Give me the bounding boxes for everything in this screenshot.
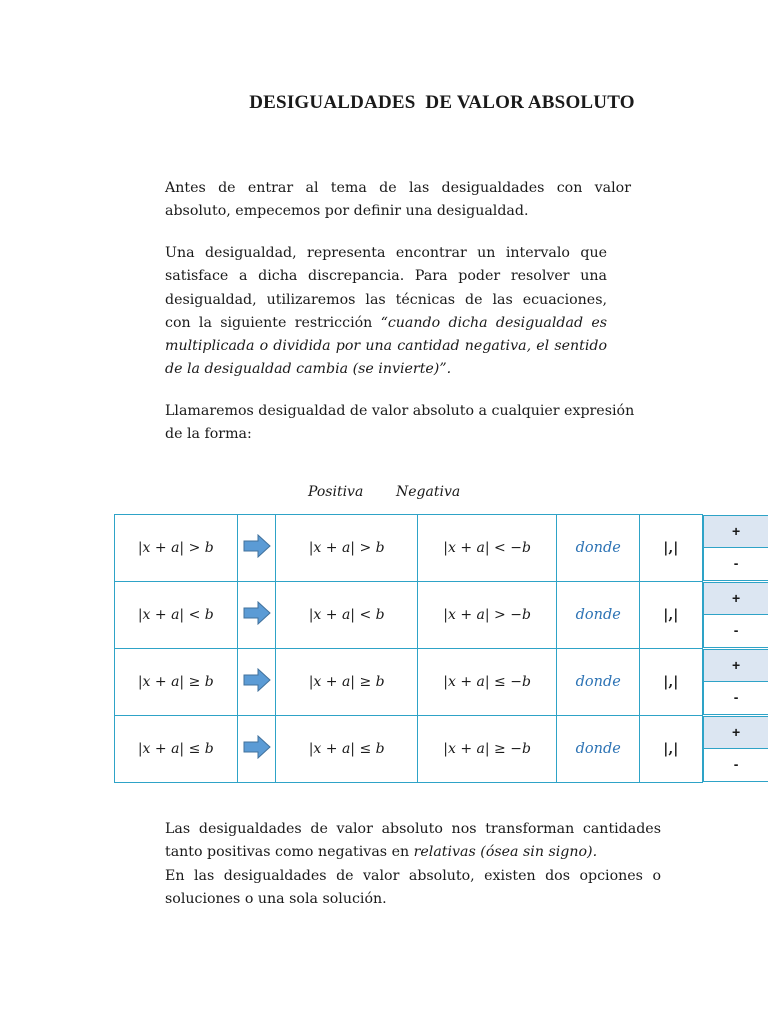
plus-sign: + xyxy=(703,716,768,749)
inequality-row xyxy=(115,716,768,783)
paragraph-line: desigualdad, utilizaremos las técnicas de las ecuaciones, xyxy=(165,291,607,308)
absolute-bars-cell xyxy=(640,515,703,582)
inequality-row xyxy=(115,515,768,582)
closing-paragraph xyxy=(165,818,661,911)
positive-case-cell xyxy=(276,649,417,716)
donde-label: donde xyxy=(575,540,621,556)
original-inequality-cell xyxy=(115,582,238,649)
plus-sign: + xyxy=(703,515,768,548)
paragraph-line: Antes de entrar al tema de las desigualdades con valor xyxy=(165,180,631,196)
paragraph-line xyxy=(165,312,607,335)
positive-case: |x + a| > b xyxy=(308,540,385,556)
minus-sign: - xyxy=(703,749,768,782)
absolute-bars: |,| xyxy=(663,540,679,556)
page-title: DESIGUALDADES DE VALOR ABSOLUTO xyxy=(249,92,635,113)
intro-paragraph xyxy=(165,177,631,224)
donde-label-cell xyxy=(557,649,640,716)
negative-case-cell xyxy=(417,582,557,649)
relative-italic: relativas (ósea sin signo). xyxy=(413,844,598,861)
absolute-bars: |,| xyxy=(663,741,679,757)
donde-label-cell xyxy=(557,582,640,649)
absolute-bars-cell xyxy=(640,649,703,716)
paragraph-line: de la forma: xyxy=(165,426,252,443)
negative-case: |x + a| ≥ −b xyxy=(443,741,531,757)
minus-sign: - xyxy=(703,615,768,648)
absolute-bars-cell xyxy=(640,582,703,649)
absolute-bars: |,| xyxy=(663,674,679,690)
restriction-quote-line: de la desigualdad cambia (se invierte)”. xyxy=(165,361,452,378)
paragraph-line: En las desigualdades de valor absoluto, existen dos opciones o xyxy=(165,867,661,884)
donde-label: donde xyxy=(575,607,621,623)
negative-case: |x + a| > −b xyxy=(443,607,531,623)
original-inequality: |x + a| > b xyxy=(137,540,214,556)
negative-case-cell xyxy=(417,649,557,716)
form-paragraph xyxy=(165,400,655,447)
positive-case-cell xyxy=(276,582,417,649)
donde-label: donde xyxy=(575,741,621,757)
positive-case: |x + a| ≥ b xyxy=(308,674,385,690)
original-inequality: |x + a| ≥ b xyxy=(137,674,214,690)
positive-case: |x + a| ≤ b xyxy=(308,741,385,757)
inequality-table xyxy=(114,514,768,783)
original-inequality-cell xyxy=(115,716,238,783)
arrow-cell xyxy=(237,582,276,649)
paragraph-line: Una desigualdad, representa encontrar un intervalo que xyxy=(165,245,607,261)
plus-sign: + xyxy=(703,649,768,682)
positive-case-cell xyxy=(276,716,417,783)
arrow-cell xyxy=(237,515,276,582)
paragraph-line: Las desigualdades de valor absoluto nos transforman cantidades xyxy=(165,821,661,837)
sign-cell xyxy=(702,649,767,716)
positive-case: |x + a| < b xyxy=(308,607,385,623)
right-arrow-icon xyxy=(243,668,271,692)
donde-label: donde xyxy=(575,674,621,690)
paragraph-line: soluciones o una sola solución. xyxy=(165,890,387,907)
right-arrow-icon xyxy=(243,534,271,558)
absolute-bars: |,| xyxy=(663,607,679,623)
paragraph-line: absoluto, empecemos por definir una desigualdad. xyxy=(165,203,529,220)
paragraph-line: Llamaremos desigualdad de valor absoluto a cualquier expresión xyxy=(165,403,635,419)
negative-case-cell xyxy=(417,515,557,582)
negative-case-cell xyxy=(417,716,557,783)
donde-label-cell xyxy=(557,716,640,783)
original-inequality: |x + a| ≤ b xyxy=(137,741,214,757)
sign-cell xyxy=(702,582,767,649)
original-inequality-cell xyxy=(115,649,238,716)
original-inequality: |x + a| < b xyxy=(137,607,214,623)
right-arrow-icon xyxy=(243,735,271,759)
original-inequality-cell xyxy=(115,515,238,582)
restriction-quote-line: multiplicada o dividida por una cantidad negativa, el sentido xyxy=(165,338,607,355)
plus-sign: + xyxy=(703,582,768,615)
relative-prefix: tanto positivas como negativas en xyxy=(165,844,414,861)
donde-label-cell xyxy=(557,515,640,582)
restriction-prefix: con la siguiente restricción xyxy=(165,314,381,331)
definition-paragraph xyxy=(165,242,607,382)
paragraph-line: satisface a dicha discrepancia. Para poder resolver una xyxy=(165,268,607,285)
negative-case: |x + a| < −b xyxy=(443,540,531,556)
arrow-cell xyxy=(237,649,276,716)
negative-case: |x + a| ≤ −b xyxy=(443,674,531,690)
right-arrow-icon xyxy=(243,601,271,625)
restriction-quote: “cuando dicha desigualdad es xyxy=(380,314,607,331)
positive-case-cell xyxy=(276,515,417,582)
minus-sign: - xyxy=(703,682,768,715)
inequality-row xyxy=(115,649,768,716)
sign-cell xyxy=(702,716,767,783)
arrow-cell xyxy=(237,716,276,783)
paragraph-line xyxy=(165,841,661,864)
inequality-row xyxy=(115,582,768,649)
column-heading-negative: Negativa xyxy=(396,484,461,500)
minus-sign: - xyxy=(703,548,768,581)
sign-cell xyxy=(702,515,767,582)
absolute-bars-cell xyxy=(640,716,703,783)
column-heading-positive: Positiva xyxy=(308,484,364,500)
